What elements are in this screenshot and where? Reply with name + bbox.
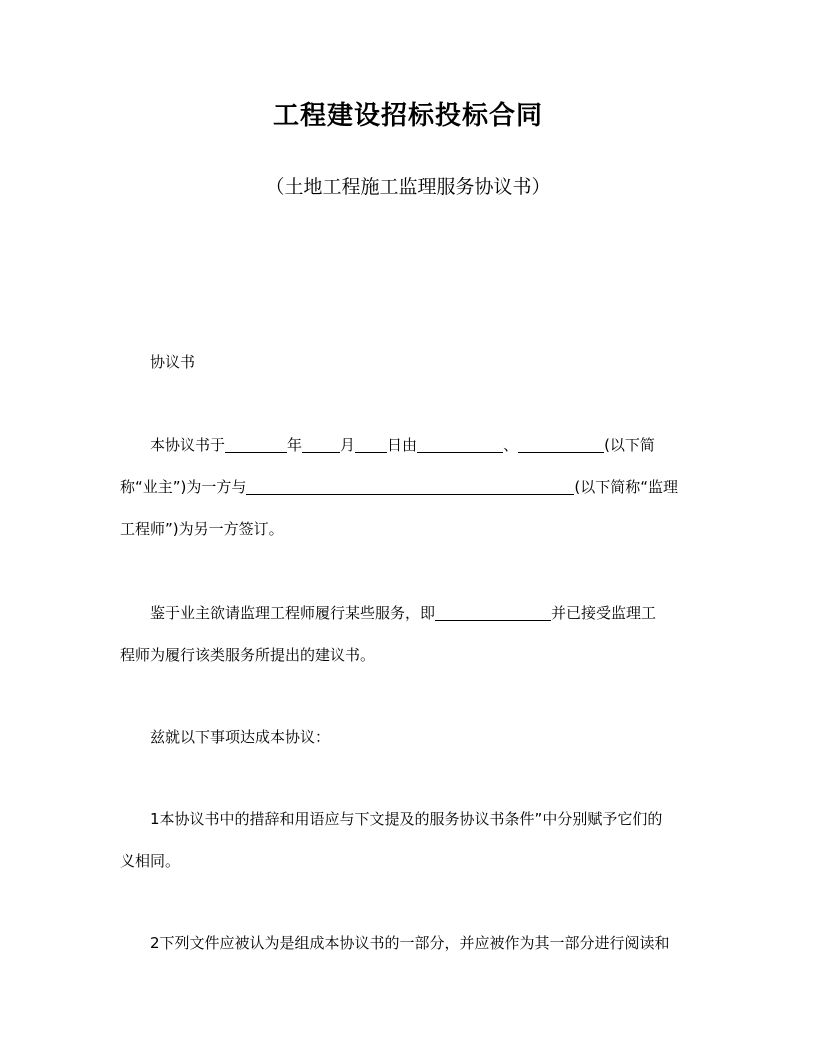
proposal-line	[120, 634, 702, 676]
document-title: 工程建设招标投标合同	[272, 101, 543, 131]
p1-text-3: 月	[340, 436, 356, 454]
service-blank[interactable]	[435, 602, 551, 621]
p1-line2-text-1: 称“业主”)为一方与	[120, 478, 247, 496]
p4-text-1: 1本协议书中的措辞和用语应与下文提及的服务协议书条件”中分别赋予它们的	[150, 810, 663, 828]
document-subtitle: （土地工程施工监理服务协议书）	[265, 176, 551, 198]
section-heading	[120, 341, 702, 383]
agreement-intro-line	[120, 716, 702, 758]
day-blank[interactable]	[355, 434, 387, 453]
agreement-date-line	[120, 424, 702, 466]
p2-text-2: 并已接受监理工	[551, 604, 657, 622]
p1-text-1: 本协议书于	[150, 436, 226, 454]
year-blank[interactable]	[225, 434, 287, 453]
p1-line2-text-2: (以下简称“监理	[574, 478, 679, 496]
p1-text-5: 、	[503, 436, 519, 454]
p1-text-6: (以下简	[604, 436, 655, 454]
p1-line3-text: 工程师”)为另一方签订。	[120, 520, 284, 538]
p1-text-4: 日由	[387, 436, 418, 454]
p2-text-1: 鉴于业主欲请监理工程师履行某些服务，即	[150, 604, 436, 622]
p2-line2-text: 程师为履行该类服务所提出的建议书。	[120, 646, 376, 664]
owner-blank-2[interactable]	[518, 434, 604, 453]
month-blank[interactable]	[302, 434, 340, 453]
agreement-party-line	[120, 466, 702, 508]
heading-text: 协议书	[150, 353, 196, 371]
clause-1-line-2	[120, 840, 702, 882]
clause-2-line-1	[120, 922, 702, 964]
agreement-sign-line	[120, 508, 702, 550]
p1-text-2: 年	[287, 436, 303, 454]
clause-1-line-1	[120, 798, 702, 840]
owner-blank-1[interactable]	[417, 434, 503, 453]
p4-text-2: 义相同。	[120, 852, 181, 870]
service-line	[120, 592, 702, 634]
p3-text: 兹就以下事项达成本协议：	[150, 728, 331, 746]
p5-text-1: 2下列文件应被认为是组成本协议书的一部分，并应被作为其一部分进行阅读和	[150, 934, 670, 952]
engineer-blank[interactable]	[246, 476, 574, 495]
